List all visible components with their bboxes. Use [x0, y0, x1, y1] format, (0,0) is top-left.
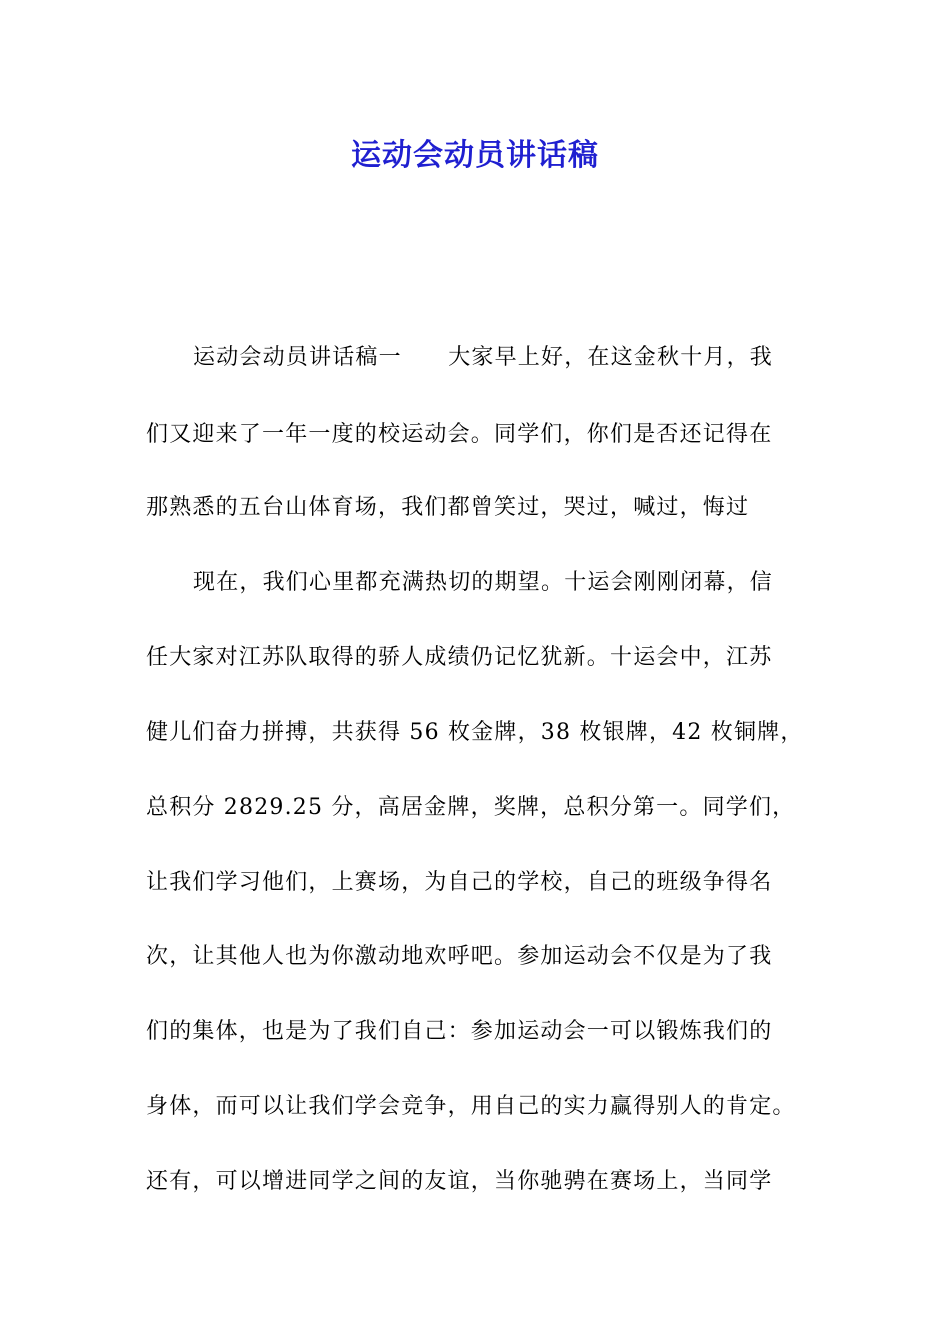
paragraph-line: 们又迎来了一年一度的校运动会。同学们，你们是否还记得在 — [146, 422, 773, 447]
paragraph-line: 总积分 2829.25 分，高居金牌，奖牌，总积分第一。同学们， — [146, 795, 796, 820]
paragraph-line: 健儿们奋力拼搏，共获得 56 枚金牌，38 枚银牌，42 枚铜牌， — [146, 720, 804, 745]
paragraph-line: 让我们学习他们，上赛场，为自己的学校，自己的班级争得名 — [146, 870, 773, 895]
paragraph-line: 还有，可以增进同学之间的友谊，当你驰骋在赛场上，当同学 — [146, 1169, 773, 1194]
paragraph-line: 那熟悉的五台山体育场，我们都曾笑过，哭过，喊过，悔过 — [146, 495, 750, 520]
paragraph-line: 任大家对江苏队取得的骄人成绩仍记忆犹新。十运会中，江苏 — [146, 645, 773, 670]
paragraph-line: 次，让其他人也为你激动地欢呼吧。参加运动会不仅是为了我 — [146, 944, 773, 969]
paragraph-line: 们的集体，也是为了我们自己：参加运动会一可以锻炼我们的 — [146, 1019, 773, 1044]
paragraph-line: 身体，而可以让我们学会竞争，用自己的实力赢得别人的肯定。 — [146, 1094, 796, 1119]
paragraph-line: 现在，我们心里都充满热切的期望。十运会刚刚闭幕，信 — [193, 570, 774, 595]
paragraph-line: 运动会动员讲话稿一 大家早上好，在这金秋十月，我 — [193, 345, 774, 370]
document-title: 运动会动员讲话稿 — [351, 138, 599, 173]
